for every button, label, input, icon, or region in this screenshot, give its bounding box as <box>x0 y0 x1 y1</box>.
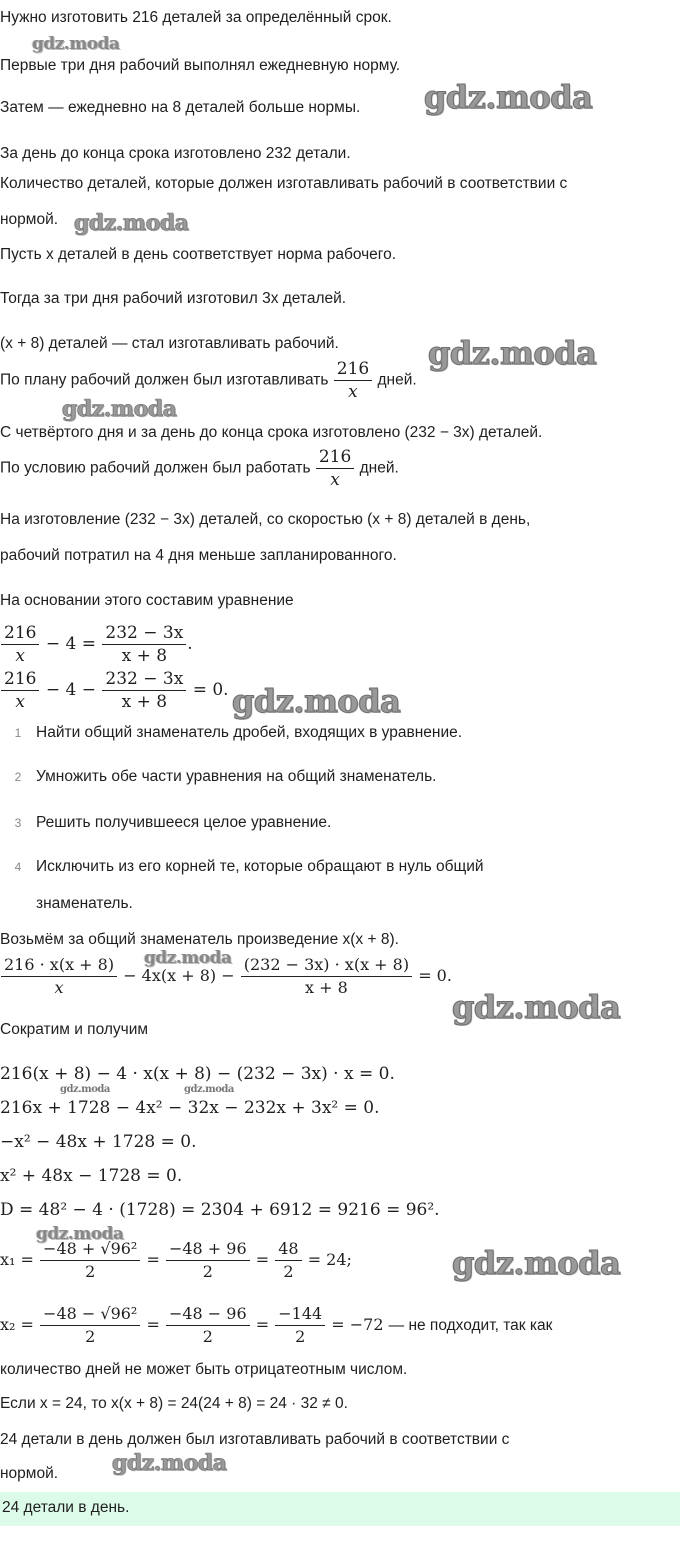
denominator: 2 <box>295 1327 306 1346</box>
numerator: −144 <box>275 1303 325 1326</box>
numerator: 216 <box>1 668 39 691</box>
numerator: 232 − 3x <box>102 622 186 645</box>
denominator: x <box>15 646 26 666</box>
equation: 216(x + 8) − 4 · x(x + 8) − (232 − 3x) · x = 0. <box>0 1064 395 1084</box>
result: = −72 <box>331 1315 384 1334</box>
numerator: −48 + 96 <box>166 1238 250 1261</box>
watermark: gdz.moda <box>62 396 177 422</box>
watermark: gdz.moda <box>74 210 189 236</box>
step-item <box>0 895 133 913</box>
text-line-with-fraction <box>0 446 399 491</box>
numerator: 216 <box>316 446 354 469</box>
text-line: Возьмём за общий знаменатель произведение x(x + 8). <box>0 931 399 948</box>
numerator: (232 − 3x) · x(x + 8) <box>241 954 412 977</box>
watermark: gdz.moda <box>144 948 232 968</box>
punct: . <box>187 634 193 654</box>
watermark: gdz.moda <box>428 334 597 372</box>
denominator: 2 <box>85 1262 96 1281</box>
step-number: 2 <box>14 770 22 784</box>
watermark: gdz.moda <box>60 1084 110 1095</box>
equals: = <box>146 1315 160 1334</box>
numerator: 216 <box>334 358 372 381</box>
text-line: Если x = 24, то x(x + 8) = 24(24 + 8) = 24 · 32 ≠ 0. <box>0 1395 348 1412</box>
text-line: На изготовление (232 − 3x) деталей, со скоростью (x + 8) деталей в день, <box>0 511 531 528</box>
step-number: 4 <box>14 860 22 874</box>
text-line: На основании этого составим уравнение <box>0 592 294 609</box>
equation <box>0 622 193 667</box>
watermark: gdz.moda <box>184 1084 234 1095</box>
text-line: Сократим и получим <box>0 1021 149 1038</box>
text-line: нормой. <box>0 1465 59 1482</box>
fraction <box>166 1238 250 1283</box>
fraction <box>1 954 117 999</box>
fraction <box>40 1303 140 1348</box>
text-line: количество дней не может быть отрицатеотным числом. <box>0 1361 408 1378</box>
text-line: Тогда за три дня рабочий изготовил 3x деталей. <box>0 290 347 307</box>
equation: x² + 48x − 1728 = 0. <box>0 1166 183 1186</box>
lhs: x₁ = <box>0 1250 34 1269</box>
fraction <box>316 446 354 491</box>
denominator: 2 <box>85 1327 96 1346</box>
equation <box>0 668 229 713</box>
fraction <box>102 668 186 713</box>
watermark: gdz.moda <box>424 78 593 116</box>
text-line: Пусть x деталей в день соответствует норма рабочего. <box>0 246 397 263</box>
text-line: С четвёртого дня и за день до конца срока изготовлено (232 − 3x) деталей. <box>0 424 543 441</box>
equation: −x² − 48x + 1728 = 0. <box>0 1132 197 1152</box>
watermark: gdz.moda <box>452 1244 621 1282</box>
result: = 24; <box>307 1250 352 1269</box>
text-line: Первые три дня рабочий выполнял ежедневную норму. <box>0 57 401 74</box>
text-line: За день до конца срока изготовлено 232 детали. <box>0 145 351 162</box>
watermark: gdz.moda <box>112 1450 227 1476</box>
numerator: 216 <box>1 622 39 645</box>
note: — не подходит, так как <box>388 1317 553 1334</box>
step-text: Решить получившееся целое уравнение. <box>36 814 332 831</box>
text-line: Количество деталей, которые должен изготавливать рабочий в соответствии с <box>0 175 568 192</box>
root-x2 <box>0 1303 552 1348</box>
root-x1 <box>0 1238 352 1283</box>
fraction <box>166 1303 250 1348</box>
fraction <box>40 1238 140 1283</box>
fraction <box>1 622 39 667</box>
denominator: x <box>330 470 340 490</box>
step-item <box>0 858 484 876</box>
watermark: gdz.moda <box>36 1224 124 1244</box>
answer-text: 24 детали в день. <box>2 1499 130 1516</box>
step-item <box>0 814 331 832</box>
text: дней. <box>377 371 417 389</box>
numerator: −48 − √96² <box>40 1303 140 1326</box>
text-line: Затем — ежедневно на 8 деталей больше нормы. <box>0 99 361 116</box>
operator: − 4 − <box>45 680 96 700</box>
step-text: знаменатель. <box>36 895 133 912</box>
text-line: нормой. <box>0 211 59 228</box>
text-line: 24 детали в день должен был изготавливать рабочий в соответствии с <box>0 1431 510 1448</box>
text: По плану рабочий должен был изготавливать <box>0 371 329 389</box>
denominator: x <box>348 382 358 402</box>
numerator: −48 − 96 <box>166 1303 250 1326</box>
fraction <box>241 954 412 999</box>
denominator: x <box>15 692 26 712</box>
punct: = 0. <box>418 966 452 985</box>
fraction <box>1 668 39 713</box>
step-item <box>0 768 436 786</box>
text-line: Нужно изготовить 216 деталей за определённый срок. <box>0 9 392 26</box>
text: дней. <box>359 459 399 477</box>
punct: = 0. <box>192 680 229 700</box>
watermark: gdz.moda <box>232 682 401 720</box>
lhs: x₂ = <box>0 1315 34 1334</box>
fraction <box>275 1303 325 1348</box>
denominator: x <box>54 978 64 997</box>
numerator: 216 · x(x + 8) <box>1 954 117 977</box>
step-number: 1 <box>14 726 22 740</box>
numerator: 48 <box>275 1238 301 1261</box>
answer-box <box>0 1492 680 1526</box>
denominator: 2 <box>202 1262 213 1281</box>
text-line: (x + 8) деталей — стал изготавливать рабочий. <box>0 335 339 352</box>
text: По условию рабочий должен был работать <box>0 459 311 477</box>
denominator: x + 8 <box>121 692 168 712</box>
step-text: Умножить обе части уравнения на общий знаменатель. <box>36 768 437 785</box>
denominator: 2 <box>283 1262 294 1281</box>
equals: = <box>255 1250 270 1269</box>
equation: D = 48² − 4 · (1728) = 2304 + 6912 = 9216 = 96². <box>0 1200 440 1220</box>
denominator: x + 8 <box>121 646 168 666</box>
equals: = <box>146 1250 160 1269</box>
step-number: 3 <box>14 816 22 830</box>
step-text: Найти общий знаменатель дробей, входящих в уравнение. <box>36 724 463 741</box>
denominator: 2 <box>202 1327 213 1346</box>
text-line: рабочий потратил на 4 дня меньше запланированного. <box>0 547 397 564</box>
equation: 216x + 1728 − 4x² − 32x − 232x + 3x² = 0. <box>0 1098 380 1118</box>
equals: = <box>255 1315 270 1334</box>
numerator: 232 − 3x <box>102 668 186 691</box>
operator: − 4x(x + 8) − <box>123 966 235 985</box>
step-item <box>0 724 462 742</box>
watermark: gdz.moda <box>32 34 120 54</box>
fraction <box>102 622 186 667</box>
step-text: Исключить из его корней те, которые обращают в нуль общий <box>36 858 484 875</box>
operator: − 4 = <box>45 634 96 654</box>
fraction <box>334 358 372 403</box>
watermark: gdz.moda <box>452 988 621 1026</box>
denominator: x + 8 <box>305 978 348 997</box>
fraction <box>275 1238 301 1283</box>
numerator: −48 + √96² <box>40 1238 140 1261</box>
